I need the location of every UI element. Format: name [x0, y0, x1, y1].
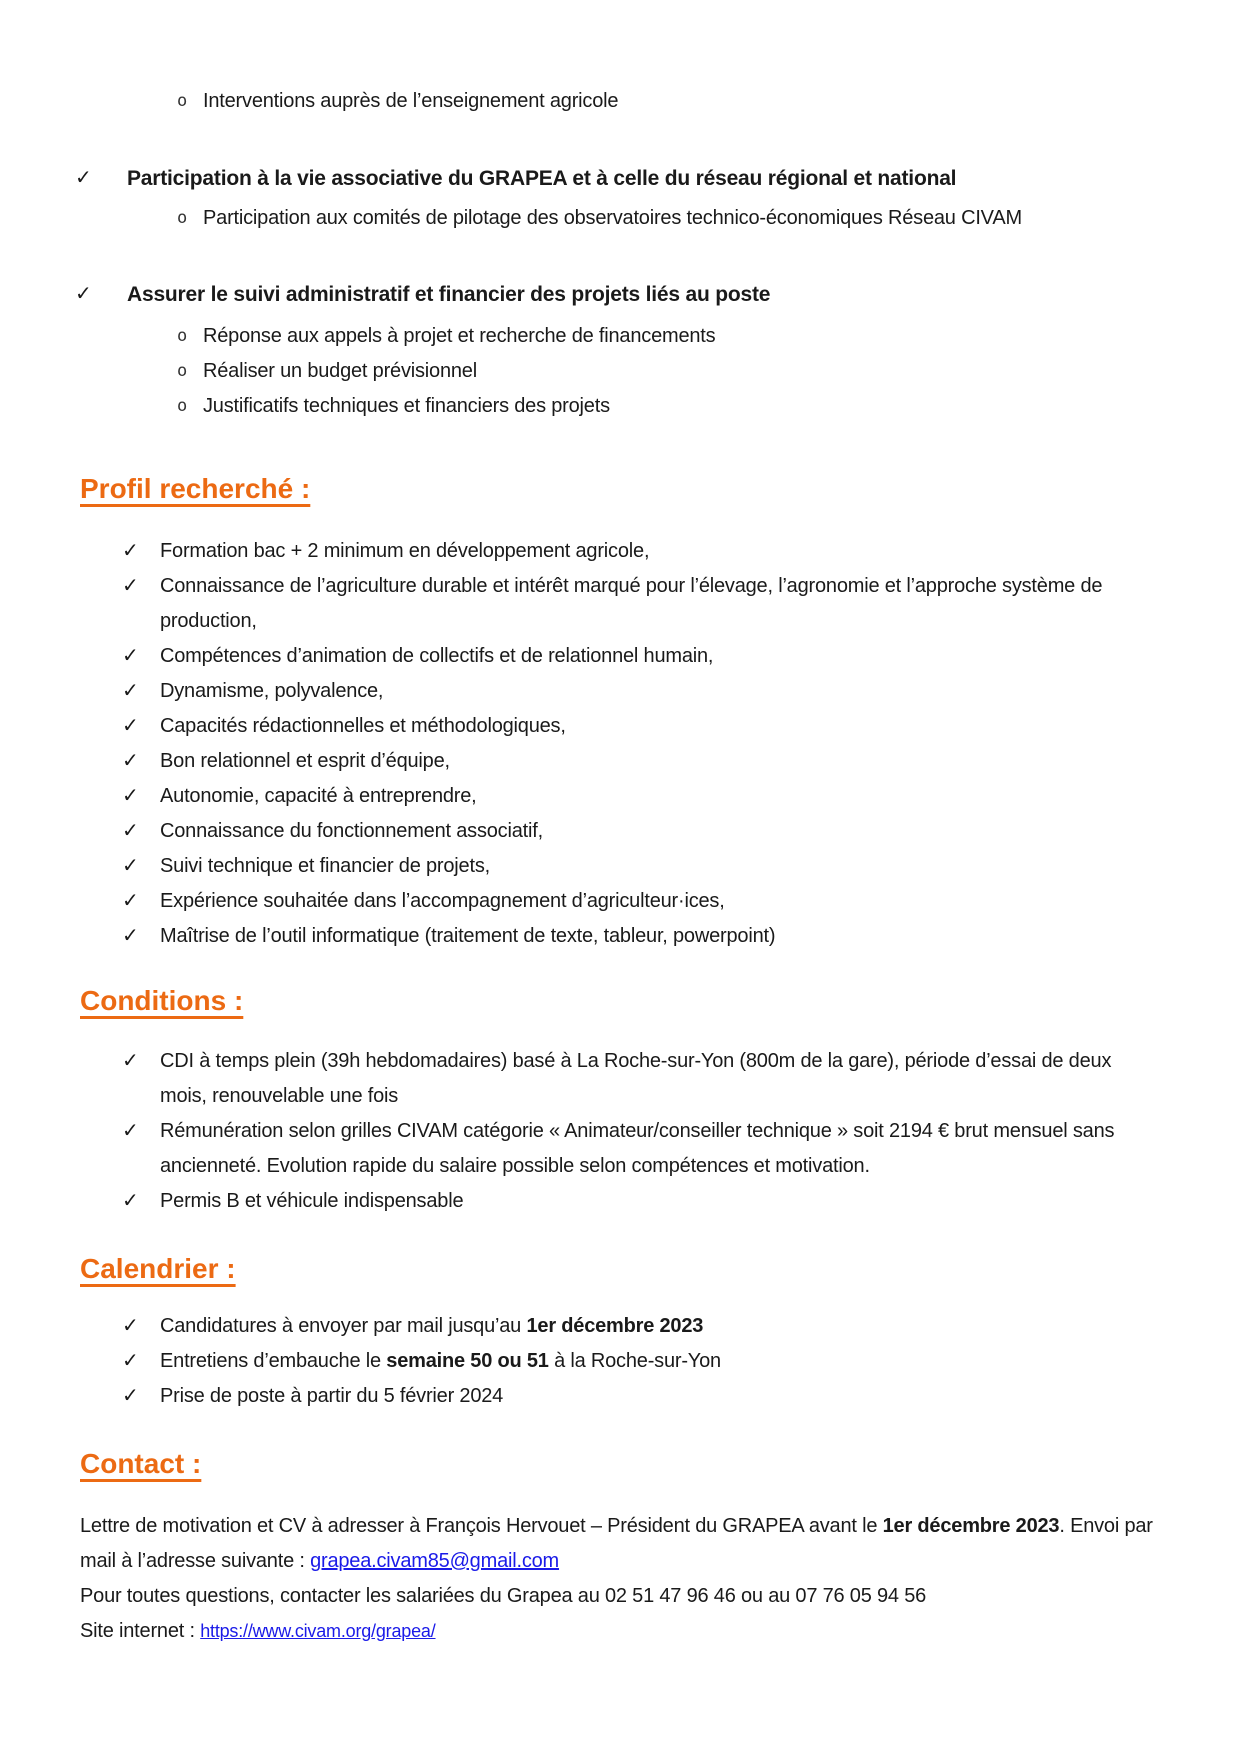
list-item-text-regular: Entretiens d’embauche le [160, 1350, 387, 1372]
list-item [177, 354, 1161, 389]
contact-website-line [80, 1614, 1161, 1649]
check-icon: ✓ [75, 167, 92, 189]
mission-heading [75, 161, 1161, 196]
list-item [122, 919, 1161, 954]
list-item-text: Maîtrise de l’outil informatique (traitement de texte, tableur, powerpoint) [160, 925, 776, 947]
list-item [122, 709, 1161, 744]
check-icon: ✓ [122, 1190, 139, 1212]
check-icon: ✓ [122, 890, 139, 912]
list-item-text: Réaliser un budget prévisionnel [203, 360, 477, 382]
list-item [122, 674, 1161, 709]
list-item-text: Justificatifs techniques et financiers des projets [203, 395, 610, 417]
list-item [122, 534, 1161, 569]
contact-text: Lettre de motivation et CV à adresser à François Hervouet – Président du GRAPEA avant le [80, 1515, 883, 1537]
list-item-text [160, 1344, 1161, 1379]
list-item-text-regular: Candidatures à envoyer par mail jusqu’au [160, 1315, 527, 1337]
list-item [177, 201, 1161, 236]
check-icon: ✓ [122, 1350, 139, 1372]
list-item-text: Rémunération selon grilles CIVAM catégorie « Animateur/conseiller technique » soit 2194 € brut mensuel sans ancienneté. Evolution rapide du salaire possible selon compétences et motivation. [160, 1120, 1115, 1177]
list-item [122, 1184, 1161, 1219]
list-item-text: Participation aux comités de pilotage des observatoires technico-économiques Réseau CIVAM [203, 207, 1022, 229]
list-item [122, 569, 1161, 639]
list-item-text-bold: 1er décembre 2023 [526, 1315, 704, 1337]
list-item-text-bold: semaine 50 ou 51 [386, 1350, 549, 1372]
list-item [122, 779, 1161, 814]
list-item-text: Dynamisme, polyvalence, [160, 680, 384, 702]
mission-heading-text: Assurer le suivi administratif et financier des projets liés au poste [127, 283, 771, 306]
contact-deadline: 1er décembre 2023 [882, 1515, 1060, 1537]
list-item [177, 319, 1161, 354]
list-item-text: Autonomie, capacité à entreprendre, [160, 785, 477, 807]
list-item [122, 1379, 1161, 1414]
check-icon: ✓ [122, 680, 139, 702]
list-item-text: CDI à temps plein (39h hebdomadaires) basé à La Roche-sur-Yon (800m de la gare), période d’essai de deux mois, renouvelable une fois [160, 1050, 1112, 1107]
list-item [122, 1114, 1161, 1184]
circle-bullet-icon: o [177, 91, 188, 111]
check-icon: ✓ [75, 283, 92, 305]
list-item-text: Connaissance du fonctionnement associatif, [160, 820, 543, 842]
list-item [177, 84, 1161, 119]
check-icon: ✓ [122, 925, 139, 947]
list-item-text: Suivi technique et financier de projets, [160, 855, 490, 877]
list-item-text: Formation bac + 2 minimum en développement agricole, [160, 540, 650, 562]
check-icon: ✓ [122, 1050, 139, 1072]
list-item [122, 1344, 1161, 1379]
list-item [122, 814, 1161, 849]
list-item-text: Compétences d’animation de collectifs et de relationnel humain, [160, 645, 714, 667]
check-icon: ✓ [122, 715, 139, 737]
list-item [177, 389, 1161, 424]
circle-bullet-icon: o [177, 326, 188, 346]
list-item-text-regular: à la Roche-sur-Yon [548, 1350, 721, 1372]
list-item [122, 1309, 1161, 1344]
contact-paragraph [80, 1509, 1161, 1579]
mission-heading-text: Participation à la vie associative du GRAPEA et à celle du réseau régional et national [127, 167, 957, 190]
circle-bullet-icon: o [177, 361, 188, 381]
circle-bullet-icon: o [177, 396, 188, 416]
check-icon: ✓ [122, 575, 139, 597]
check-icon: ✓ [122, 1385, 139, 1407]
check-icon: ✓ [122, 820, 139, 842]
section-heading-profil: Profil recherché : [80, 473, 311, 504]
list-item [122, 744, 1161, 779]
list-item-text: Réponse aux appels à projet et recherche de financements [203, 325, 716, 347]
list-item-text: Connaissance de l’agriculture durable et intérêt marqué pour l’élevage, l’agronomie et l’approche système de production, [160, 575, 1103, 632]
list-item [122, 1044, 1161, 1114]
list-item [122, 849, 1161, 884]
check-icon: ✓ [122, 855, 139, 877]
check-icon: ✓ [122, 645, 139, 667]
list-item-text: Capacités rédactionnelles et méthodologiques, [160, 715, 566, 737]
section-heading-calendrier: Calendrier : [80, 1253, 236, 1284]
list-item-text: Expérience souhaitée dans l’accompagnement d’agriculteur·ices, [160, 890, 725, 912]
mission-heading [75, 277, 1161, 312]
contact-text: . Envoi par mail à l’adresse suivante : [80, 1515, 1153, 1572]
list-item-text [160, 1309, 1161, 1344]
list-item [122, 639, 1161, 674]
list-item-text: Bon relationnel et esprit d’équipe, [160, 750, 450, 772]
email-link[interactable]: grapea.civam85@gmail.com [310, 1550, 560, 1572]
list-item-text: Permis B et véhicule indispensable [160, 1190, 464, 1212]
website-link[interactable]: https://www.civam.org/grapea/ [200, 1621, 436, 1641]
website-label: Site internet : [80, 1620, 201, 1642]
list-item-text [160, 1379, 1161, 1414]
list-item-text-regular: Prise de poste à partir du 5 février 2024 [160, 1385, 504, 1407]
check-icon: ✓ [122, 540, 139, 562]
circle-bullet-icon: o [177, 208, 188, 228]
check-icon: ✓ [122, 750, 139, 772]
contact-phone-line: Pour toutes questions, contacter les salariées du Grapea au 02 51 47 96 46 ou au 07 76 05 94 56 [80, 1585, 927, 1607]
list-item-text: Interventions auprès de l’enseignement agricole [203, 90, 619, 112]
check-icon: ✓ [122, 1315, 139, 1337]
section-heading-contact: Contact : [80, 1448, 202, 1479]
check-icon: ✓ [122, 1120, 139, 1142]
check-icon: ✓ [122, 785, 139, 807]
list-item [122, 884, 1161, 919]
section-heading-conditions: Conditions : [80, 985, 244, 1016]
